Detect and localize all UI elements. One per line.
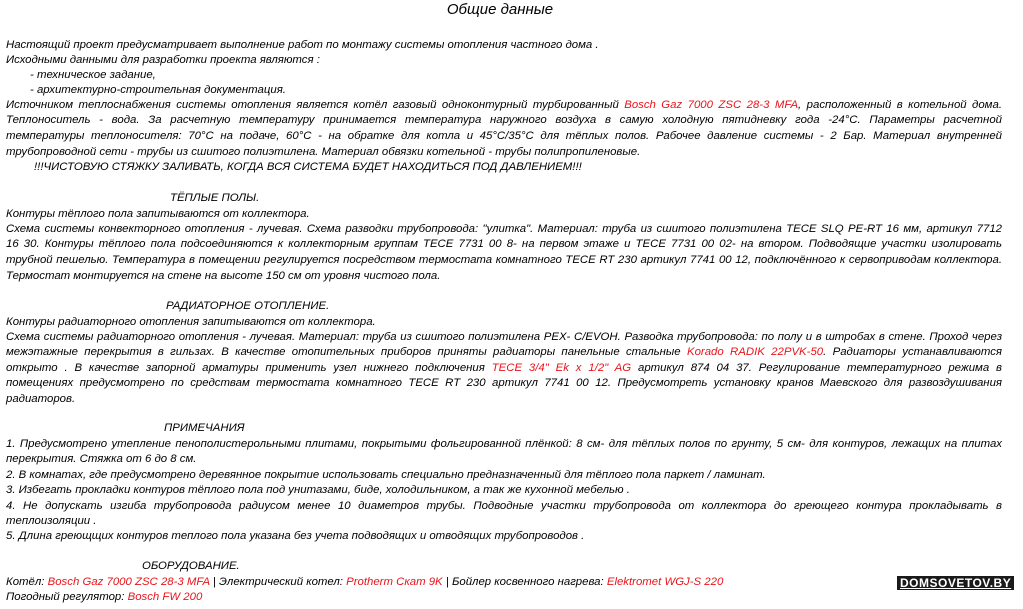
notes-heading: ПРИМЕЧАНИЯ [164, 422, 245, 434]
intro-line-3: - техническое задание, [30, 69, 156, 81]
electric-value: Protherm Скат 9K [346, 576, 443, 588]
radiator-heading: РАДИАТОРНОЕ ОТОПЛЕНИЕ. [166, 300, 330, 312]
intro-text: , расположенный в котельной дома. [798, 99, 1002, 111]
boiler-label: Котёл: [6, 576, 48, 588]
tank-value: Elektromet WGJ-S 220 [606, 576, 724, 588]
radiator-line-3 [6, 345, 1002, 360]
intro-line-6: Теплоноситель - вода. За расчетную температуру принимается температура наружного воздуха в самую холодную пятидневку года -24°С. Параметры расчетной [6, 114, 1002, 126]
notes-line-7: 5. Длина греющщих контуров теплого пола указана без учета подводящих и отводящих трубопроводов . [6, 530, 585, 542]
radiator-text: открыто . В качестве запорной арматуры применить узел нижнего подключения [6, 362, 492, 374]
floor-line-5: Термостат монтируется на стене на высоте 150 см от уровня чистого пола. [6, 270, 441, 282]
floor-line-2: Схема системы конвекторного отопления - лучевая. Схема разводки трубопровода: "улитка". Материал: труба из сшитого полиэтилена TECE SLQ PE-RT 16 мм, артикул 7712 [6, 223, 1002, 235]
floor-line-4: трубной пешелью. Температура в помещении регулируется посредством термостата комнатного TECE RT 230 артикул 7741 00 12, подключённого к сервоприводам коллектора. [6, 254, 1002, 266]
equipment-line-2 [6, 590, 1002, 605]
notes-line-5: 4. Не допускать изгиба трубопровода радиусом менее 10 диаметров трубы. Подводные участки трубопровода от коллектора до греющего контура прокладывать в [6, 500, 1002, 512]
weather-value: Bosch FW 200 [127, 591, 203, 603]
boiler-value: Bosch Gaz 7000 ZSC 28-3 MFA [47, 576, 210, 588]
weather-label: Погодный регулятор: [6, 591, 128, 603]
notes-line-2: перекрытия. Стяжка от 6 до 8 см. [6, 453, 197, 465]
intro-line-7: температуры теплоносителя: 70°С на подаче, 60°С - на обратке для котла и 45°С/35°С для тёплых полов. Рабочее давление системы - 2 Бар. Материал внутренней [6, 130, 1002, 142]
warning-line: !!!ЧИСТОВУЮ СТЯЖКУ ЗАЛИВАТЬ, КОГДА ВСЯ СИСТЕМА БУДЕТ НАХОДИТЬСЯ ПОД ДАВЛЕНИЕМ!!! [34, 161, 582, 173]
tank-label: | Бойлер косвенного нагрева: [442, 576, 607, 588]
intro-line-1: Настоящий проект предусматривает выполнение работ по монтажу системы отопления частного дома . [6, 39, 599, 51]
intro-line-8: трубопроводной сети - трубы из сшитого полиэтилена. Материал обвязки котельной - трубы полипропиленовые. [6, 146, 641, 158]
floor-line-1: Контуры тёплого пола запитываются от коллектора. [6, 208, 310, 220]
intro-line-2: Исходными данными для разработки проекта являются : [6, 54, 320, 66]
radiator-text: . Радиаторы устанавливаются [823, 346, 1003, 358]
notes-line-4: 3. Избегать прокладки контуров тёплого пола под унитазами, биде, холодильником, а так же кухонной мебелью . [6, 484, 630, 496]
boiler-model: Bosch Gaz 7000 ZSC 28-3 MFA [624, 99, 799, 111]
radiator-line-5: помещениях предусмотрено по средствам термостата комнатного TECE RT 230 артикул 7741 00 12. Предусмотреть установку кранов Маевского для развоздушивания [6, 377, 1002, 389]
page-title: Общие данные [446, 1, 554, 18]
floor-heading: ТЁПЛЫЕ ПОЛЫ. [170, 192, 260, 204]
electric-label: | Электрический котел: [209, 576, 347, 588]
intro-text: Источником теплоснабжения системы отопления является котёл газовый одноконтурный турбированный [6, 99, 625, 111]
equipment-heading: ОБОРУДОВАНИЕ. [142, 560, 240, 572]
radiator-text: артикул 874 04 37. Регулирование температурного режима в [631, 362, 1002, 374]
watermark-link[interactable]: DOMSOVETOV.BY [897, 576, 1014, 590]
notes-line-3: 2. В комнатах, где предусмотрено деревянное покрытие использовать специально предназначенный для тёплого пола паркет / ламинат. [6, 469, 766, 481]
radiator-line-4 [6, 361, 1002, 376]
radiator-line-1: Контуры радиаторного отопления запитываются от коллектора. [6, 316, 376, 328]
equipment-line-1 [6, 575, 1002, 590]
intro-line-4: - архитектурно-строительная документация. [30, 84, 286, 96]
intro-line-5 [6, 98, 1002, 113]
notes-line-1: 1. Предусмотрено утепление пенополистерольными плитами, покрытыми фольгированной плёнкой: 8 см- для тёплых полов по грунту, 5 см- для контуров, лежащих на плитах [6, 438, 1002, 450]
valve-model: TECE 3/4" Ek x 1/2" AG [491, 362, 632, 374]
radiator-line-2: Схема системы радиаторного отопления - лучевая. Материал: труба из сшитого полиэтилена PEX- C/EVOH. Разводка трубопровода: по полу и в штробах в стене. Проход через [6, 331, 1002, 343]
radiator-text: межэтажные перекрытия в гильзах. В качестве отопительных приборов приняты радиаторы панельные стальные [6, 346, 687, 358]
floor-line-3: 16 30. Контуры тёплого пола подсоединяются к коллекторным группам TECE 7731 00 8- на первом этаже и TECE 7731 00 02- на втором. Подводящие участки изолировать [6, 238, 1002, 250]
notes-line-6: теплоизоляции . [6, 515, 97, 527]
radiator-line-6: радиаторов. [6, 393, 76, 405]
radiator-model: Korado RADIK 22PVK-50 [686, 346, 824, 358]
